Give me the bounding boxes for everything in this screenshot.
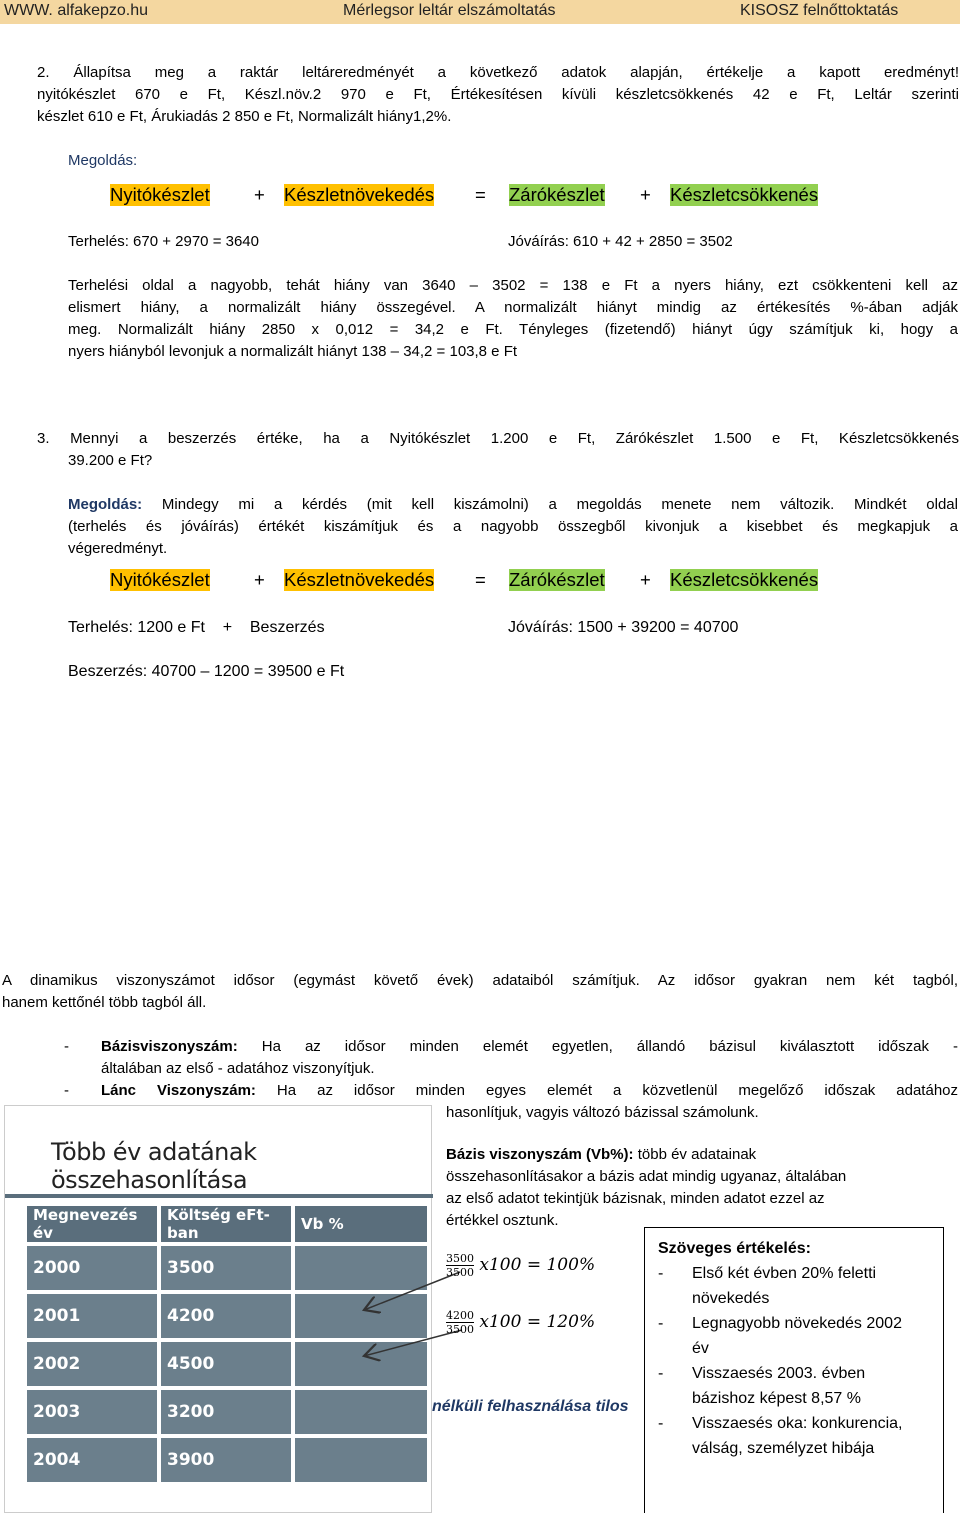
term-stock-increase: Készletnövekedés: [284, 569, 435, 590]
chain-ratio-cont: hasonlítjuk, vagyis változó bázissal számolunk.: [446, 1104, 759, 1121]
term-stock-decrease: Készletcsökkenés: [670, 184, 819, 205]
chain-ratio-definition: - Lánc Viszonyszám: Ha az idősor minden egyes elemét a közvetlenül megelőző időszak adatához: [64, 1082, 958, 1099]
header-title: Mérlegsor leltár elszámoltatás: [343, 2, 556, 19]
plus-sign: +: [254, 184, 265, 205]
task3-solution-label: Megoldás:: [68, 496, 143, 513]
evaluation-box: [644, 1227, 944, 1513]
evaluation-item: - Első két évben 20% feletti növekedés: [658, 1265, 877, 1307]
task2-solution-label: Megoldás:: [68, 152, 138, 169]
task3-question: 3. Mennyi a beszerzés értéke, ha a Nyitókészlet 1.200 e Ft, Zárókészlet 1.500 e Ft, Készletcsökkenés 39.200 e Ft?: [37, 430, 959, 469]
balance-equation-2: [0, 569, 960, 597]
table-header: Vb %: [301, 1215, 344, 1233]
term-opening-stock: Nyitókészlet: [110, 569, 210, 590]
evaluation-item: - Legnagyobb növekedés 2002 év: [658, 1315, 902, 1357]
task2-line: készlet 610 e Ft, Árukiadás 2 850 e Ft, Normalizált hiány1,2%.: [37, 108, 452, 125]
base-ratio-explanation: Bázis viszonyszám (Vb%): több év adatainak összehasonlításakor a bázis adat mindig ugyanaz, általában az első adatot tekintjük bázisnak, minden adatot ezzel az értékkel osztunk.: [446, 1146, 847, 1229]
task3-debit: Terhelés: 1200 e Ft + Beszerzés: [68, 619, 325, 636]
evaluation-item: - Visszaesés oka: konkurencia, válság, személyzet hibája: [658, 1415, 903, 1457]
table-row: 2002 4500: [27, 1342, 427, 1386]
task2-credit: Jóváírás: 610 + 42 + 2850 = 3502: [508, 233, 733, 250]
task2-line: nyitókészlet 670 e Ft, Készl.növ.2 970 e Ft, Értékesítésen kívüli készletcsökkenés 42 e Ft, Leltár szerinti: [37, 86, 959, 103]
page-header: [0, 0, 960, 24]
task2-question: [37, 62, 959, 128]
task2-debit: Terhelés: 670 + 2970 = 3640: [68, 233, 259, 250]
balance-equation: [0, 184, 960, 212]
plus-sign: +: [640, 184, 651, 205]
evaluation-item: - Visszaesés 2003. évben bázishoz képest 8,57 %: [658, 1365, 866, 1407]
term-closing-stock: Zárókészlet: [509, 569, 605, 590]
task3-result: Beszerzés: 40700 – 1200 = 39500 e Ft: [68, 663, 345, 680]
table-header: Megnevezés év: [33, 1206, 138, 1242]
slide-title: Több év adatának összehasonlítása: [51, 1138, 257, 1194]
term-opening-stock: Nyitókészlet: [110, 184, 210, 205]
table-row: 2000 3500: [27, 1246, 427, 1290]
dynamic-ratio-intro: A dinamikus viszonyszámot idősor (egymást követő évek) adataiból számítjuk. Az idősor gyakran nem két tagból, hanem kettőnél több tagból áll.: [2, 972, 958, 1011]
header-website: WWW. alfakepzo.hu: [4, 2, 149, 19]
slide-divider: [5, 1194, 433, 1198]
formula-2000: $\frac{3500}{3500}$ x100 = 100%: [446, 1252, 596, 1279]
base-ratio-definition: - Bázisviszonyszám: Ha az idősor minden elemét egyetlen, állandó bázisul kiválasztott időszak - általában az első - adatához viszonyítjuk.: [64, 1038, 958, 1077]
plus-sign: +: [640, 569, 651, 590]
plus-sign: +: [254, 569, 265, 590]
task3-solution: Megoldás: Mindegy mi a kérdés (mit kell kiszámolni) a megoldás menete nem változik. Mindkét oldal (terhelés és jóváírás) értékét kiszámítjuk és a nagyobb összegből kivonjuk a kisebbet és megkapjuk a végeredményt.: [68, 496, 958, 557]
evaluation-title: Szöveges értékelés:: [658, 1240, 811, 1257]
task2-line: 2. Állapítsa meg a raktár leltáreredményét a következő adatok alapján, értékelje a kapott eredményt!: [37, 64, 959, 81]
footer-fragment: nélküli felhasználása tilos: [432, 1398, 629, 1415]
table-row: 2004 3900: [27, 1438, 427, 1482]
task2-explanation: Terhelési oldal a nagyobb, tehát hiány van 3640 – 3502 = 138 e Ft a nyers hiány, ezt csökkenteni kell az elismert hiány, a normalizált hiány összegével. A normalizált hiányt mindig az értékesítés %-ában adják meg. Normalizált hiány 2850 x 0,012 = 34,2 e Ft. Tényleges (fizetendő) hiányt úgy számítjuk ki, hogy a nyers hiányból levonjuk a normalizált hiányt 138 – 34,2 = 103,8 e Ft: [68, 277, 958, 360]
term-stock-decrease: Készletcsökkenés: [670, 569, 819, 590]
term-stock-increase: Készletnövekedés: [284, 184, 435, 205]
term-closing-stock: Zárókészlet: [509, 184, 605, 205]
equals-sign: =: [475, 184, 486, 205]
table-header: Költség eFt-ban: [167, 1206, 270, 1242]
equals-sign: =: [475, 569, 486, 590]
table-row: 2001 4200: [27, 1294, 427, 1338]
task3-credit: Jóváírás: 1500 + 39200 = 40700: [508, 619, 739, 636]
table-row: 2003 3200: [27, 1390, 427, 1434]
header-organization: KISOSZ felnőttoktatás: [740, 2, 899, 19]
formula-2001: $\frac{4200}{3500}$ x100 = 120%: [446, 1309, 596, 1336]
